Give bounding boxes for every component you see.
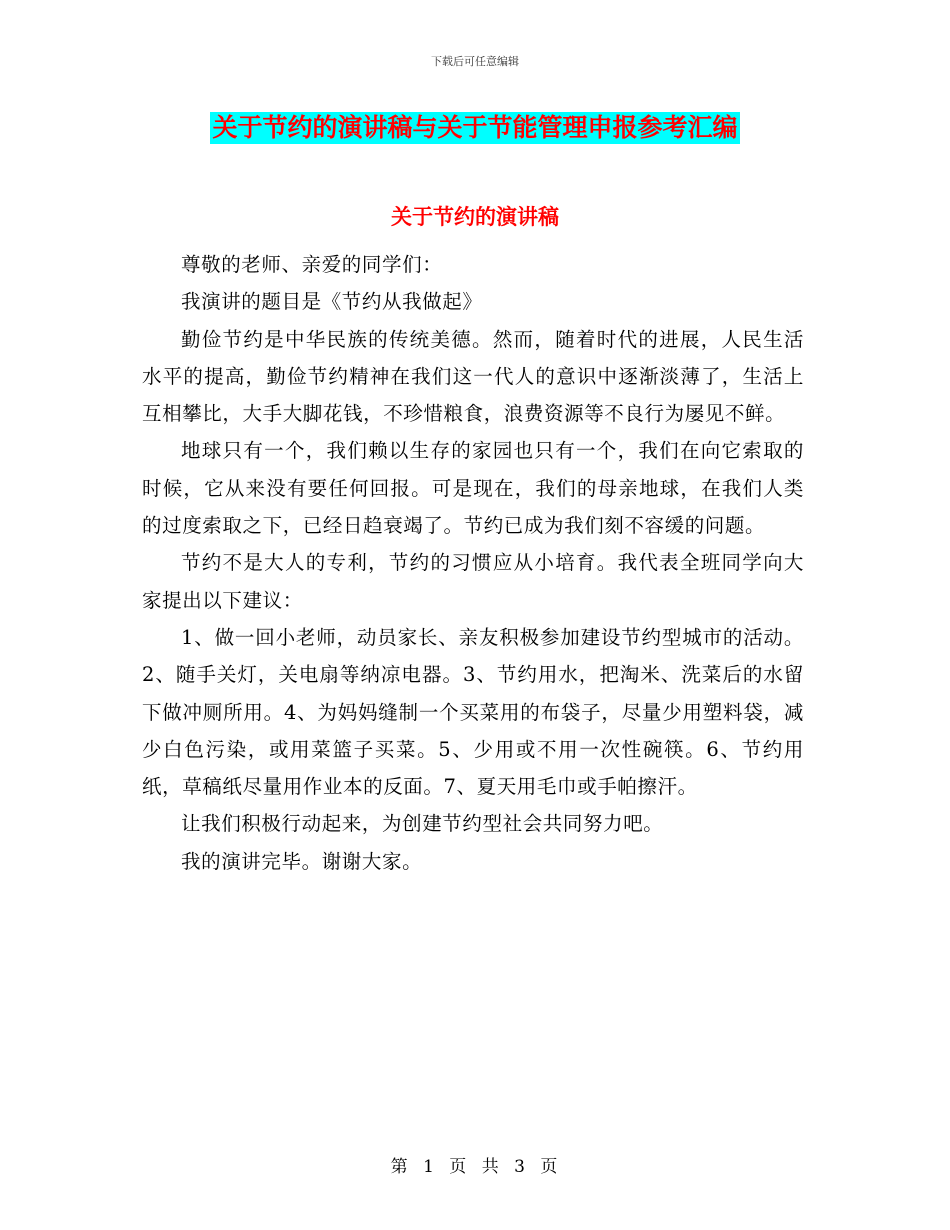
paragraph-topic: 我演讲的题目是《节约从我做起》	[181, 290, 483, 314]
paragraph-earth: 地球只有一个，我们赖以生存的家园也只有一个，我们在向它索取的时候，它从来没有要任何回报。可是现在，我们的母亲地球，在我们人类的过度索取之下，已经日趋衰竭了。节约已成为我们刻不容缓的问题。	[142, 439, 804, 538]
paragraph-habit: 节约不是大人的专利，节约的习惯应从小培育。我代表全班同学向大家提出以下建议：	[142, 551, 804, 612]
paragraph-call-to-action: 让我们积极行动起来，为创建节约型社会共同努力吧。	[181, 812, 664, 836]
paragraph-greeting: 尊敬的老师、亲爱的同学们：	[181, 253, 443, 276]
main-title-wrap	[0, 112, 950, 144]
paragraph-closing: 我的演讲完毕。谢谢大家。	[181, 849, 423, 873]
header-note: 下载后可任意编辑	[431, 55, 519, 68]
speech-body	[142, 246, 804, 880]
paragraph-tradition: 勤俭节约是中华民族的传统美德。然而，随着时代的进展，人民生活水平的提高，勤俭节约精神在我们这一代人的意识中逐渐淡薄了，生活上互相攀比，大手大脚花钱，不珍惜粮食，浪费资源等不良行为屡见不鲜。	[142, 327, 804, 426]
section-title: 关于节约的演讲稿	[391, 205, 559, 229]
paragraph-suggestions: 1、做一回小老师，动员家长、亲友积极参加建设节约型城市的活动。2、随手关灯，关电扇等纳凉电器。3、节约用水，把淘米、洗菜后的水留下做冲厕所用。4、为妈妈缝制一个买菜用的布袋子，尽量少用塑料袋，减少白色污染，或用菜篮子买菜。5、少用或不用一次性碗筷。6、节约用纸，草稿纸尽量用作业本的反面。7、夏天用毛巾或手帕擦汗。	[142, 625, 804, 799]
page-footer: 第 1 页 共 3 页	[390, 1157, 560, 1177]
main-title: 关于节约的演讲稿与关于节能管理申报参考汇编	[212, 113, 738, 142]
